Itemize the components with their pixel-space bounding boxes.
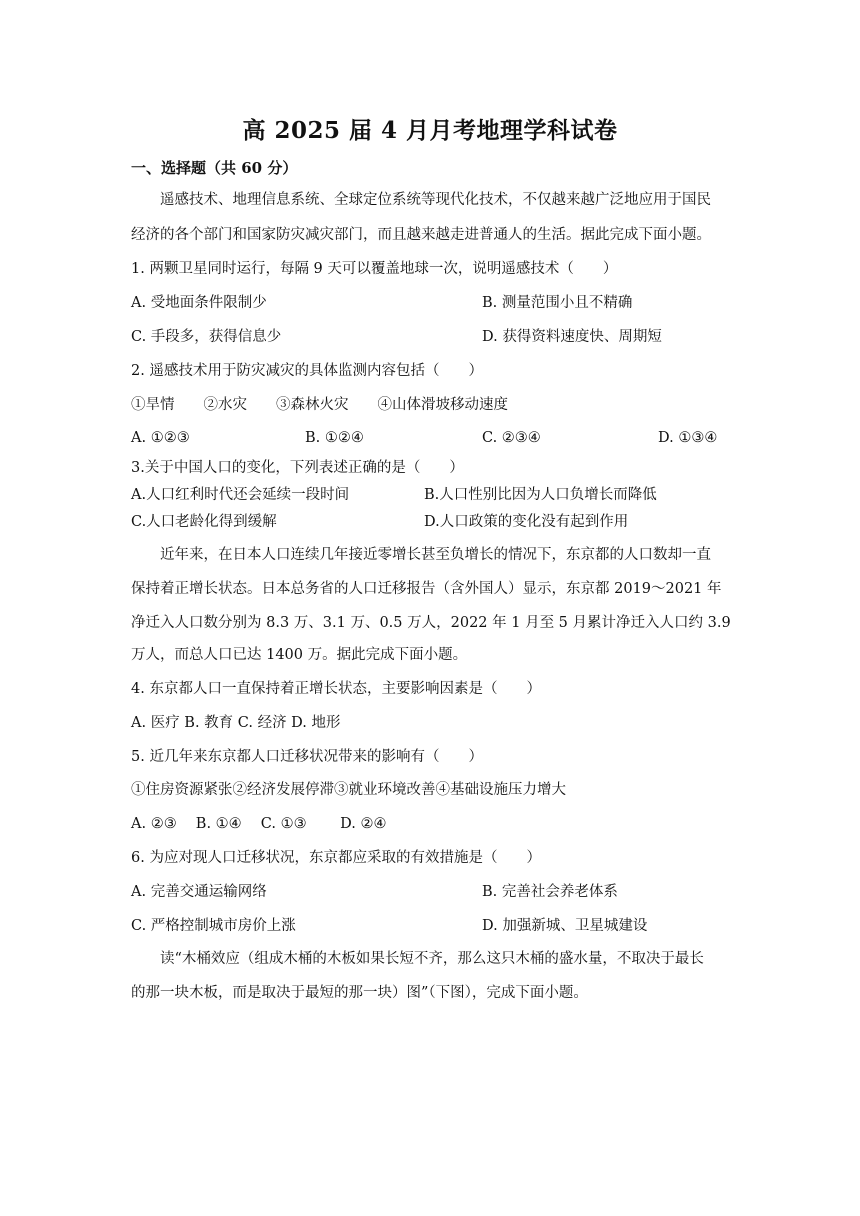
q3-option-d: D.人口政策的变化没有起到作用 [424,514,629,530]
passage3-line2: 的那一块木板，而是取决于最短的那一块）图”（下图），完成下面小题。 [131,985,588,1001]
q3-option-b: B.人口性别比因为人口负增长而降低 [424,487,657,503]
q4-stem: 4. 东京都人口一直保持着正增长状态，主要影响因素是（ ） [131,681,541,697]
q6-option-d: D. 加强新城、卫星城建设 [482,918,648,934]
q3-option-a: A.人口红利时代还会延续一段时间 [131,487,350,503]
q2-option-d: D. ①③④ [658,430,718,446]
passage2-line3: 净迁入人口数分别为 8.3 万、3.1 万、0.5 万人，2022 年 1 月至 5 月累计净迁入人口约 3.9 [131,615,731,631]
q2-items: ①旱情 ②水灾 ③森林火灾 ④山体滑坡移动速度 [131,397,508,413]
q6-stem: 6. 为应对现人口迁移状况，东京都应采取的有效措施是（ ） [131,850,541,866]
passage1-line2: 经济的各个部门和国家防灾减灾部门，而且越来越走进普通人的生活。据此完成下面小题。 [131,227,711,243]
q1-option-a: A. 受地面条件限制少 [131,295,267,311]
q2-option-b: B. ①②④ [305,430,364,446]
q6-option-b: B. 完善社会养老体系 [482,884,618,900]
q2-stem: 2. 遥感技术用于防灾减灾的具体监测内容包括（ ） [131,363,483,379]
passage2-line1: 近年来，在日本人口连续几年接近零增长甚至负增长的情况下，东京都的人口数却一直 [160,547,711,563]
passage2-line2: 保持着正增长状态。日本总务省的人口迁移报告（含外国人）显示，东京都 2019～2021 年 [131,581,722,597]
passage1-line1: 遥感技术、地理信息系统、全球定位系统等现代化技术，不仅越来越广泛地应用于国民 [160,192,711,208]
q3-stem: 3.关于中国人口的变化，下列表述正确的是（ ） [131,460,464,476]
q3-option-c: C.人口老龄化得到缓解 [131,514,277,530]
passage2-line4: 万人，而总人口已达 1400 万。据此完成下面小题。 [131,647,468,663]
q5-options: A. ②③ B. ①④ C. ①③ D. ②④ [131,816,387,832]
q6-option-a: A. 完善交通运输网络 [131,884,267,900]
q2-option-a: A. ①②③ [131,430,190,446]
q4-options: A. 医疗 B. 教育 C. 经济 D. 地形 [131,715,341,731]
q1-stem: 1. 两颗卫星同时运行，每隔 9 天可以覆盖地球一次，说明遥感技术（ ） [131,261,618,277]
q5-stem: 5. 近几年来东京都人口迁移状况带来的影响有（ ） [131,749,483,765]
q1-option-b: B. 测量范围小且不精确 [482,295,633,311]
q5-items: ①住房资源紧张②经济发展停滞③就业环境改善④基础设施压力增大 [131,782,566,798]
q6-option-c: C. 严格控制城市房价上涨 [131,918,296,934]
q1-option-c: C. 手段多，获得信息少 [131,329,282,345]
section-heading: 一、选择题（共 60 分） [131,159,298,177]
passage3-line1: 读“木桶效应（组成木桶的木板如果长短不齐，那么这只木桶的盛水量，不取决于最长 [160,951,704,967]
exam-title: 高 2025 届 4 月月考地理学科试卷 [242,117,618,144]
q1-option-d: D. 获得资料速度快、周期短 [482,329,662,345]
q2-option-c: C. ②③④ [482,430,541,446]
